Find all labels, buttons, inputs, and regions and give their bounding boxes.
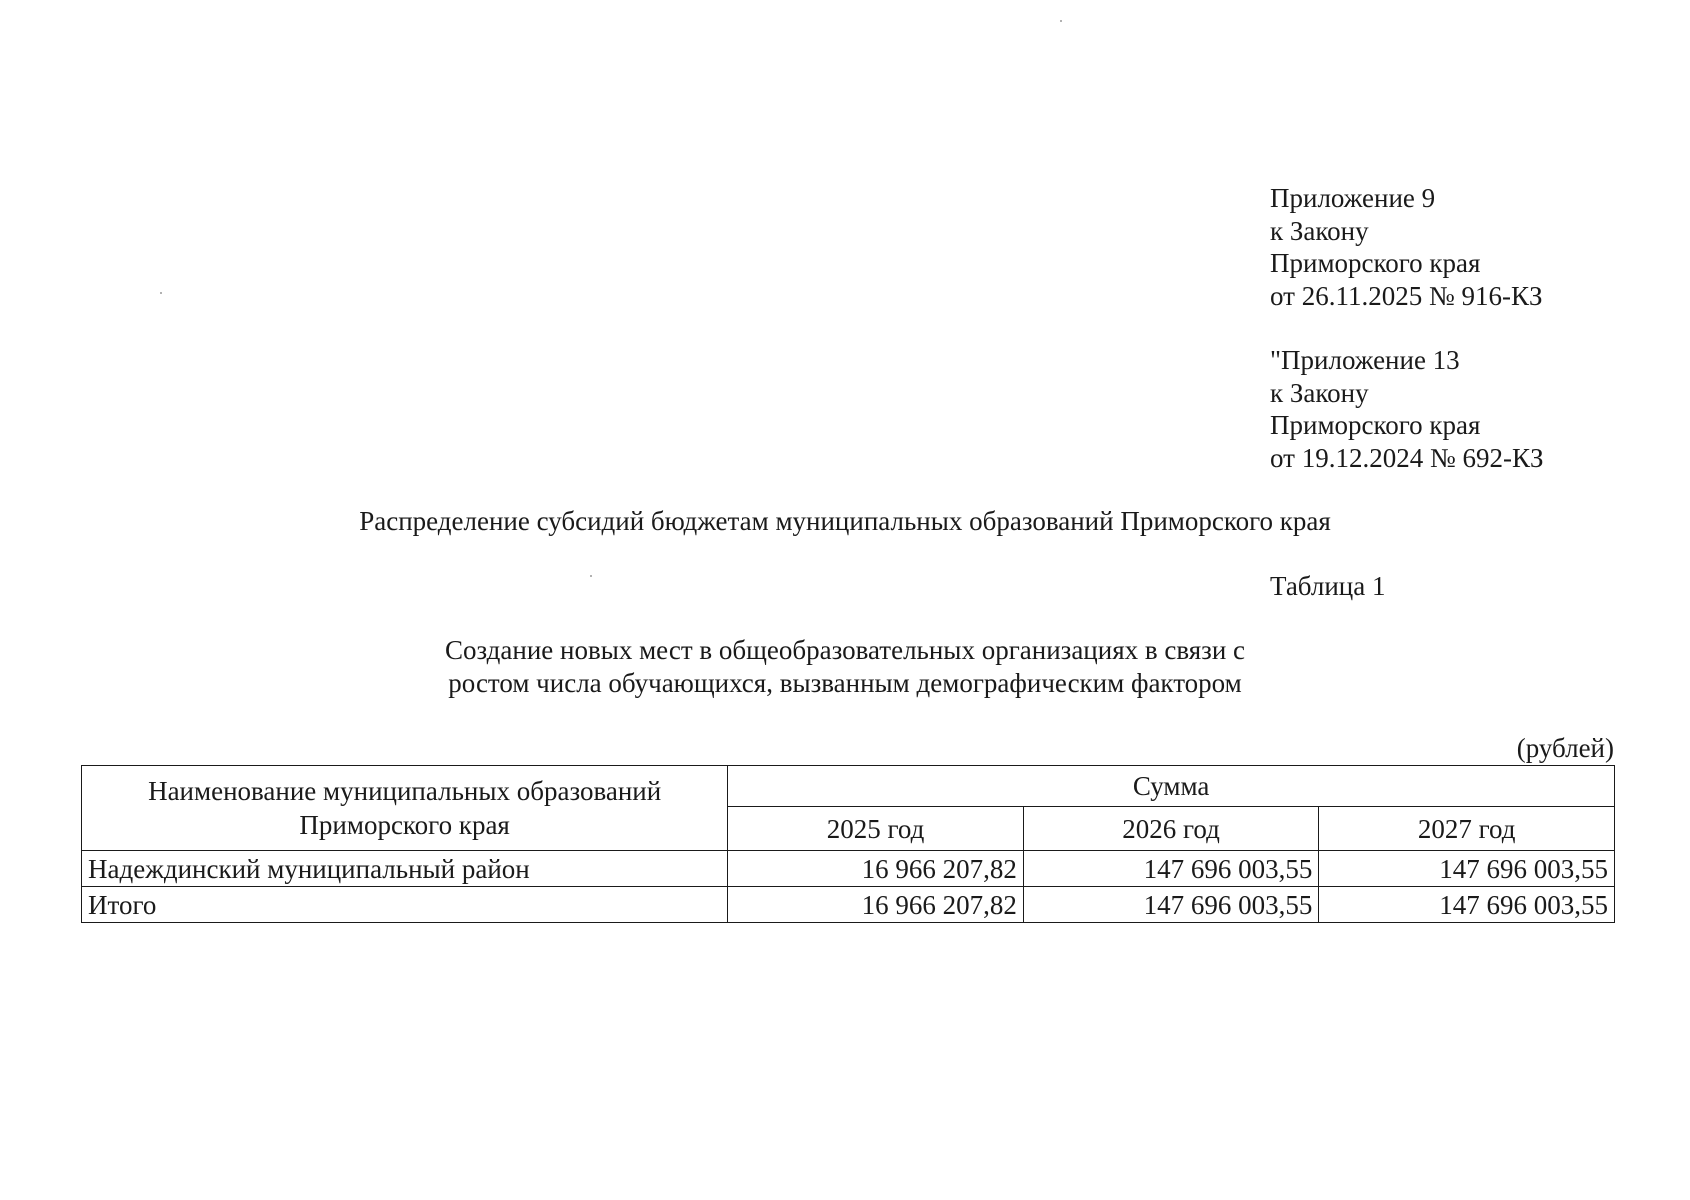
table-caption [0, 634, 1690, 700]
appendix-line: от 19.12.2024 № 692-КЗ [1270, 442, 1544, 473]
appendix-reference-current [1270, 182, 1542, 312]
amount-2026-cell: 147 696 003,55 [1023, 851, 1319, 887]
appendix-line: Приморского края [1270, 248, 1481, 278]
amount-2027-cell: 147 696 003,55 [1319, 851, 1615, 887]
scan-speck [590, 575, 592, 577]
table-number: Таблица 1 [1270, 571, 1386, 601]
amount-2025-cell: 16 966 207,82 [728, 851, 1024, 887]
header-municipality-name [82, 766, 728, 851]
appendix-line: к Закону [1270, 215, 1369, 246]
caption-line: ростом числа обучающихся, вызванным демографическим фактором [448, 668, 1242, 698]
total-label-cell: Итого [82, 887, 728, 923]
table-header-row [82, 766, 1615, 807]
header-year-2025: 2025 год [728, 807, 1024, 851]
document-title: Распределение субсидий бюджетам муниципальных образований Приморского края [359, 506, 1331, 536]
header-name-line: Наименование муниципальных образований [148, 776, 662, 806]
appendix-line: "Приложение 13 [1270, 345, 1460, 375]
caption-line: Создание новых мест в общеобразовательных организациях в связи с [444, 635, 1246, 665]
appendix-reference-previous [1270, 344, 1543, 474]
appendix-line: к Закону [1270, 377, 1369, 408]
municipality-name-cell: Надеждинский муниципальный район [82, 851, 728, 887]
scan-speck [1060, 20, 1062, 22]
header-year-2027: 2027 год [1319, 807, 1615, 851]
table-total-row [82, 887, 1615, 923]
total-2027-cell: 147 696 003,55 [1319, 887, 1615, 923]
total-2026-cell: 147 696 003,55 [1023, 887, 1319, 923]
scan-speck [160, 292, 162, 294]
subsidies-table [81, 765, 1615, 923]
header-name-line: Приморского края [299, 810, 510, 840]
units-label: (рублей) [1516, 733, 1614, 763]
table-row [82, 851, 1615, 887]
total-2025-cell: 16 966 207,82 [728, 887, 1024, 923]
appendix-line: от 26.11.2025 № 916-КЗ [1270, 280, 1543, 311]
header-sum: Сумма [728, 766, 1615, 807]
appendix-line: Приложение 9 [1270, 183, 1436, 213]
header-year-2026: 2026 год [1023, 807, 1319, 851]
appendix-line: Приморского края [1270, 410, 1481, 440]
